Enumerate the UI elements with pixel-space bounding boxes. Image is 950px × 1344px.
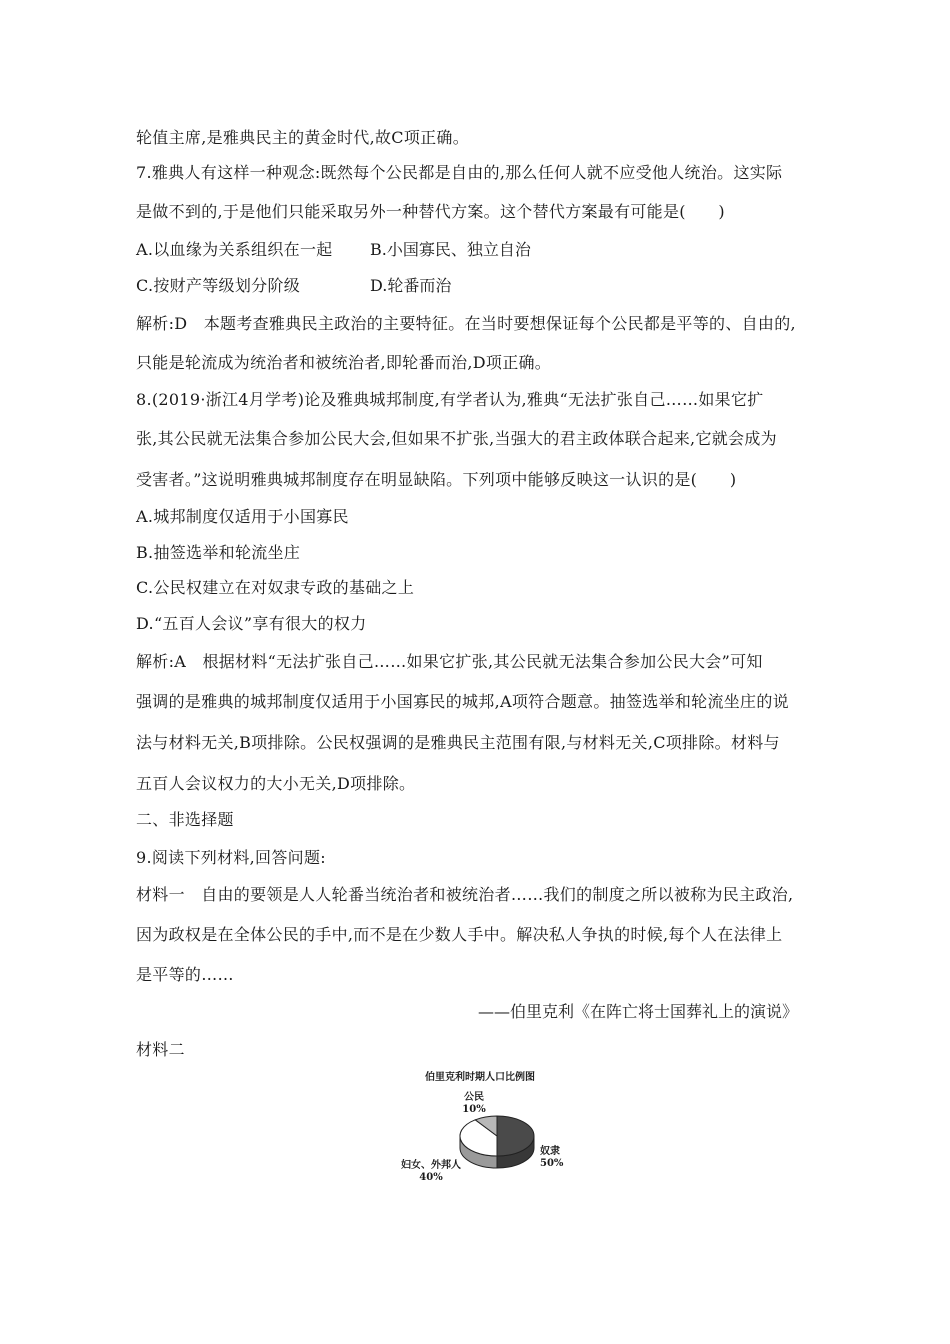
pie-label-name: 奴隶	[540, 1146, 560, 1157]
chart-title: 伯里克利时期人口比例图	[425, 1072, 535, 1083]
question-7-option-d: D.轮番而治	[370, 276, 452, 295]
paragraph-line: 轮值主席,是雅典民主的黄金时代,故C项正确。	[136, 128, 470, 147]
pie-label-slaves	[540, 1146, 563, 1170]
question-7-analysis: 只能是轮流成为统治者和被统治者,即轮番而治,D项正确。	[136, 353, 552, 372]
population-pie-chart	[380, 1062, 600, 1202]
question-8-option-b: B.抽签选举和轮流坐庄	[136, 543, 301, 562]
question-8-stem: 受害者。”这说明雅典城邦制度存在明显缺陷。下列项中能够反映这一认识的是( )	[136, 470, 737, 489]
pie-label-value: 50%	[540, 1158, 564, 1169]
material-1-text: 是平等的……	[136, 965, 234, 984]
question-7-option-b: B.小国寡民、独立自治	[370, 240, 531, 259]
question-7-option-c: C.按财产等级划分阶级	[136, 276, 301, 295]
question-8-option-c: C.公民权建立在对奴隶专政的基础之上	[136, 578, 415, 597]
question-8-analysis: 法与材料无关,B项排除。公民权强调的是雅典民主范围有限,与材料无关,C项排除。材料与	[136, 733, 780, 752]
pie-label-women-foreigners	[385, 1160, 477, 1184]
pie-label-value: 40%	[419, 1172, 443, 1183]
question-7-option-a: A.以血缘为关系组织在一起	[136, 240, 333, 259]
section-heading: 二、非选择题	[136, 810, 234, 829]
question-7-stem: 7.雅典人有这样一种观念:既然每个公民都是自由的,那么任何人就不应受他人统治。这实际	[136, 163, 783, 182]
question-8-analysis: 解析:A 根据材料“无法扩张自己……如果它扩张,其公民就无法集合参加公民大会”可知	[136, 652, 763, 671]
question-8-stem: 8.(2019·浙江4月学考)论及雅典城邦制度,有学者认为,雅典“无法扩张自己……如果它扩	[136, 390, 764, 409]
question-8-analysis: 五百人会议权力的大小无关,D项排除。	[136, 774, 416, 793]
question-8-stem: 张,其公民就无法集合参加公民大会,但如果不扩张,当强大的君主政体联合起来,它就会成为	[136, 429, 777, 448]
pie-label-name: 妇女、外邦人	[401, 1160, 461, 1171]
question-8-option-d: D.“五百人会议”享有很大的权力	[136, 614, 367, 633]
material-1-text: 因为政权是在全体公民的手中,而不是在少数人手中。解决私人争执的时候,每个人在法律上	[136, 925, 783, 944]
question-8-option-a: A.城邦制度仅适用于小国寡民	[136, 507, 349, 526]
pie-label-citizens	[459, 1092, 489, 1116]
pie-label-name: 公民	[464, 1092, 484, 1103]
question-7-analysis: 解析:D 本题考查雅典民主政治的主要特征。在当时要想保证每个公民都是平等的、自由的,	[136, 314, 796, 333]
material-2-label: 材料二	[136, 1040, 185, 1059]
question-7-stem: 是做不到的,于是他们只能采取另外一种替代方案。这个替代方案最有可能是( )	[136, 202, 725, 221]
pie-label-value: 10%	[462, 1104, 486, 1115]
question-9-stem: 9.阅读下列材料,回答问题:	[136, 848, 326, 867]
material-1-source: ——伯里克利《在阵亡将士国葬礼上的演说》	[478, 1002, 799, 1021]
material-1-text: 材料一 自由的要领是人人轮番当统治者和被统治者……我们的制度之所以被称为民主政治,	[136, 885, 794, 904]
question-8-analysis: 强调的是雅典的城邦制度仅适用于小国寡民的城邦,A项符合题意。抽签选举和轮流坐庄的说	[136, 692, 789, 711]
